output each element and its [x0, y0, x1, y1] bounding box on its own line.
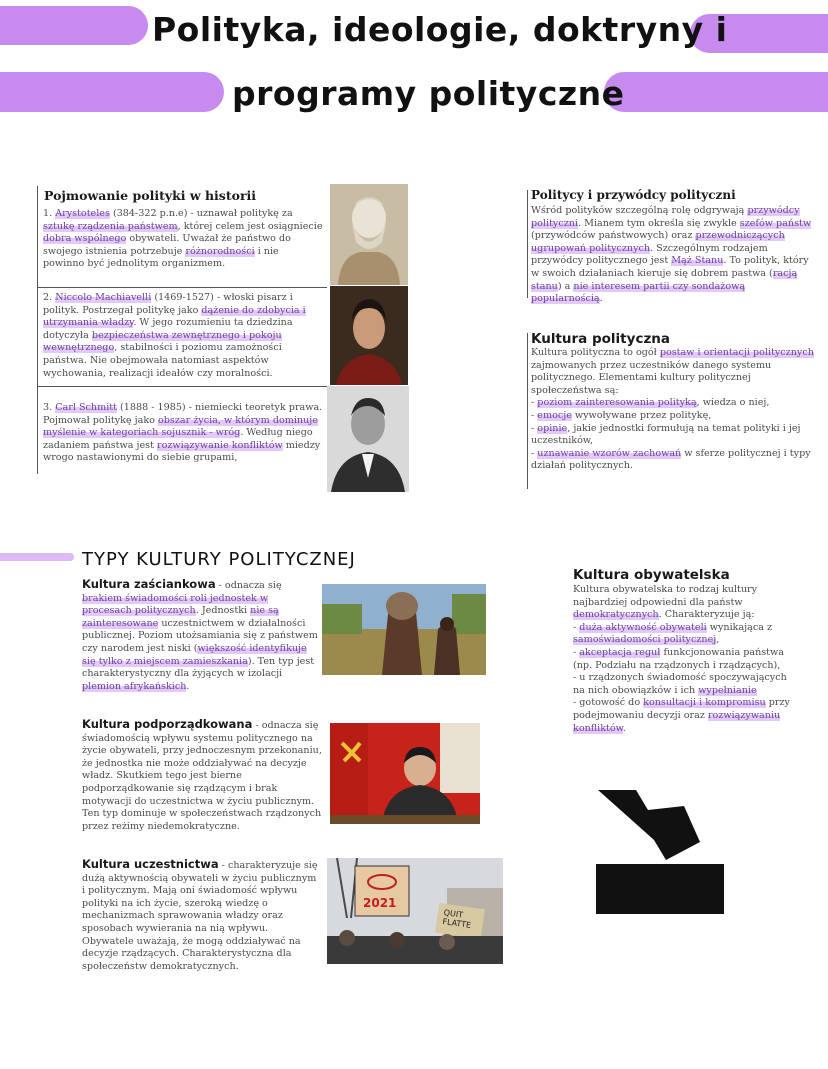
history-heading: Pojmowanie polityki w historii	[44, 188, 257, 203]
history-item-aristotle: 1. Arystoteles (384-322 p.n.e) - uznawał politykę za sztukę rządzenia państwem, której celem jest osiągniecie dobra wspólnego obywateli. Uważał że państwo do swojego istnienia potrzebuje różnorodności i nie powinno być jednolitym organizmem.	[43, 208, 323, 270]
participant-text: Kultura uczestnictwa - charakteryzuje się dużą aktywnością obywateli w życiu publicznym i politycznym. Mają oni świadomość wpływu polityki na ich życie, szeroką wiedzę o mechanizmach sprawowania władzy oraz sposobach wywierania na nią wpływu. Obywatele uważają, że mogą oddziaływać na decyzje rządzących. Charakterystyczna dla społeczeństw demokratycznych.	[82, 857, 318, 972]
header-bar-left-top	[0, 6, 148, 45]
history-divider-2	[37, 386, 327, 387]
civic-heading: Kultura obywatelska	[573, 567, 730, 583]
schmitt-name: Carl Schmitt	[55, 402, 117, 413]
culture-text: Kultura polityczna to ogół postaw i orientacji politycznych zajmowanych przez uczestników danego systemu politycznego. Elementami kultury politycznej społeczeństwa są: - poziom zainteresowania polityką, wiedza o niej, - emocje wywoływane przez politykę, - opinie, jakie jednostki formułują na temat polityki i jej uczestników, - uznawanie wzorów zachowań w sferze politycznej i typy działań politycznych.	[531, 347, 814, 472]
history-item-schmitt: 3. Carl Schmitt (1888 - 1985) - niemiecki teoretyk prawa. Pojmował politykę jako obszar życia, w którym dominuje myślenie w kategoriach sojusznik - wróg. Według niego zadaniem państwa jest rozwiązywanie konfliktów miedzy wrogo nastawionymi do siebie grupami,	[43, 402, 323, 464]
protest-sign-2021: 2021	[363, 896, 397, 910]
page-title-line2: programy polityczne	[232, 74, 625, 113]
header-bar-right-bottom	[604, 72, 828, 112]
types-accent-bar	[0, 553, 74, 561]
culture-heading: Kultura polityczna	[531, 331, 671, 347]
schmitt-portrait-image	[327, 386, 409, 492]
types-heading: TYPY KULTURY POLITYCZNEJ	[82, 549, 356, 570]
aristotle-bust-image	[330, 184, 408, 285]
machiavelli-portrait-image	[330, 286, 408, 385]
page-title-line1: Polityka, ideologie, doktryny i	[152, 10, 728, 49]
aristotle-name: Arystoteles	[55, 208, 110, 219]
protest-photo	[327, 858, 503, 964]
politicians-text: Wśród polityków szczególną rolę odgrywają przywódcy polityczni. Mianem tym określa się zwykle szefów państw (przywódców państwowych) oraz przewodniczących ugrupowań politycznych. Szczególnym rodzajem przywódcy politycznego jest Mąż Stanu. To polityk, który w swoich działaniach kieruje się dobrem pastwa (racją stanu) a nie interesem partii czy sondażową popularnością.	[531, 205, 812, 305]
culture-rule	[527, 333, 528, 489]
parochial-text: Kultura zaściankowa - odnacza się brakiem świadomości roli jednostek w procesach politycznych. Jednostki nie są zainteresowane uczestnictwem w działalności publicznej. Poziom utożsamiania się z państwem czy narodem jest niski (większość identyfikuje się tylko z miejscem zamieszkania). Ten typ jest charakterystyczny dla żyjących w izolacji plemion afrykańskich.	[82, 577, 318, 692]
participant-heading: Kultura uczestnictwa	[82, 857, 219, 871]
politicians-rule	[527, 190, 528, 298]
history-rule-left	[37, 186, 38, 474]
machiavelli-name: Niccolo Machiavelli	[55, 292, 152, 303]
tribe-photo	[322, 584, 486, 675]
protest-sign-quit: QUIT FLATTE	[441, 908, 472, 930]
civic-text: Kultura obywatelska to rodzaj kultury najbardziej odpowiedni dla państw demokratycznych. Charakteryzuje ją: - duża aktywność obywateli wynikająca z samoświadomości politycznej, - akceptacja reguł funkcjonowania państwa (np. Podziału na rządzonych i rządzących), - u rządzonych świadomość spoczywających na nich obowiązków i ich wypełnianie - gotowość do konsultacji i kompromisu przy podejmowaniu decyzji oraz rozwiązywaniu konfliktów.	[573, 584, 790, 734]
subject-heading: Kultura podporządkowana	[82, 717, 253, 731]
header-bar-left-bottom	[0, 72, 224, 112]
ballot-box-icon	[596, 786, 724, 914]
politicians-heading: Politycy i przywódcy polityczni	[531, 188, 736, 202]
parochial-heading: Kultura zaściankowa	[82, 577, 216, 591]
kim-photo	[330, 723, 480, 824]
subject-text: Kultura podporządkowana - odnacza się świadomością wpływu systemu politycznego na życie obywateli, przy jednoczesnym przekonaniu, że jednostka nie może oddziaływać na decyzje władz. Skutkiem tego jest bierne podporządkowanie się rządzącym i brak motywacji do uczestnictwa w życiu publicznym. Ten typ dominuje w społeczeństwach rządzonych przez reżimy niedemokratyczne.	[82, 717, 322, 832]
history-divider-1	[37, 287, 327, 288]
history-item-machiavelli: 2. Niccolo Machiavelli (1469-1527) - włoski pisarz i polityk. Postrzegał politykę jako dążenie do zdobycia i utrzymania władzy. W jego rozumieniu ta dziedzina dotyczyła bezpieczeństwa zewnętrznego i pokoju wewnętrznego, stabilności i poziomu zamożności państwa. Nie obejmowała natomiast aspektów wychowania, realizacji ideałów czy moralności.	[43, 292, 306, 379]
